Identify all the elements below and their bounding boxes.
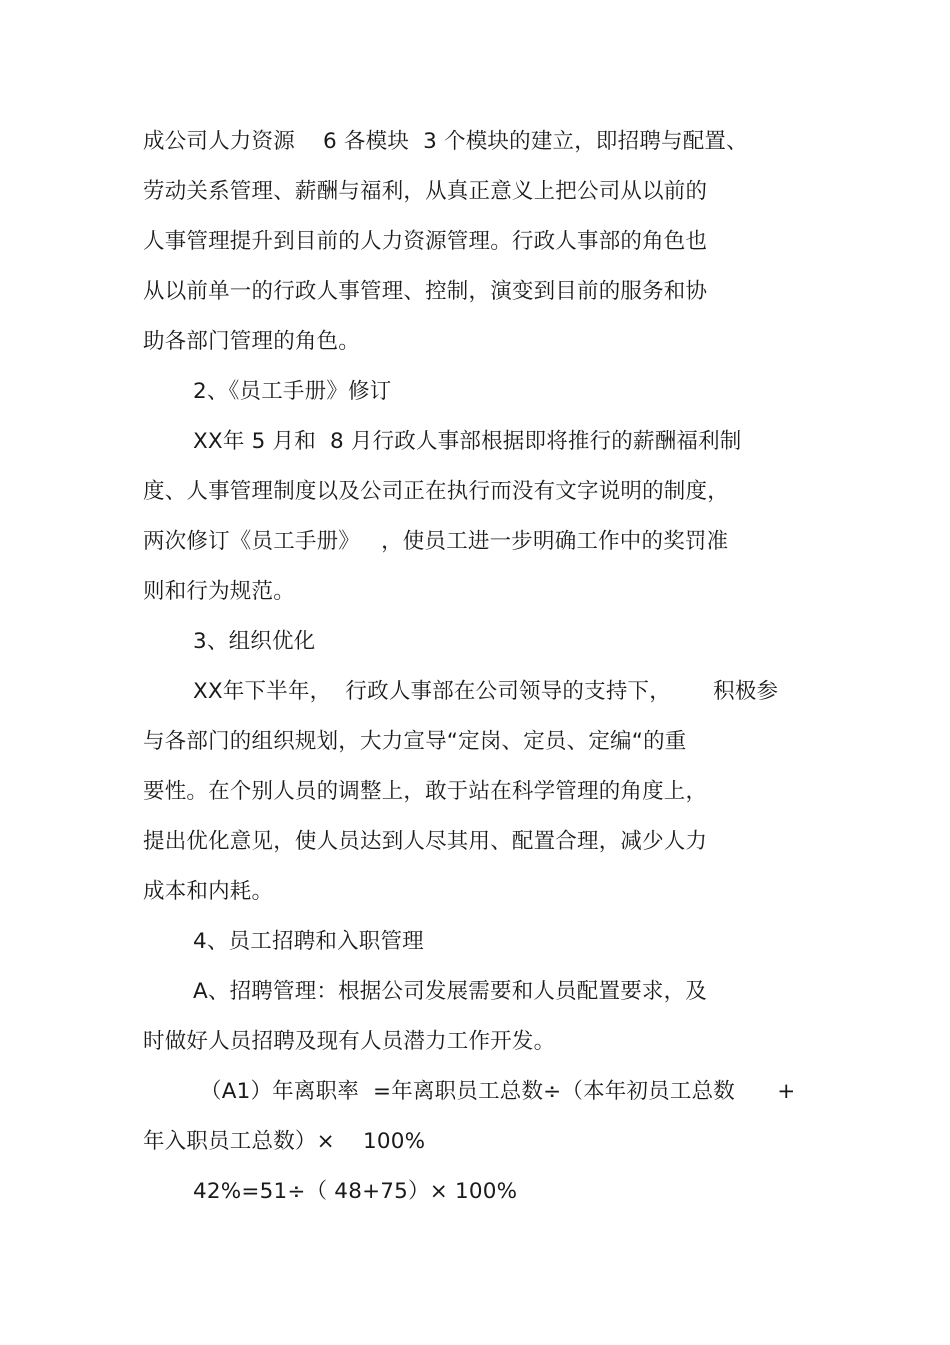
text-line: 两次修订《员工手册》 ，使员工进一步明确工作中的奖罚准: [143, 529, 729, 554]
formula-line: 42%=51÷（ 48+75）× 100%: [193, 1179, 518, 1204]
formula-line: 年入职员工总数）× 100%: [143, 1129, 426, 1154]
formula-line: （A1）年离职率 =年离职员工总数÷（本年初员工总数 +: [200, 1079, 796, 1104]
section-heading: 2、《员工手册》修订: [193, 379, 392, 404]
text-line: 要性。在个别人员的调整上，敢于站在科学管理的角度上，: [143, 779, 708, 804]
section-heading: 3、组织优化: [193, 629, 316, 654]
text-line: 则和行为规范。: [143, 579, 295, 604]
text-line: XX年 5 月和 8 月行政人事部根据即将推行的薪酬福利制: [193, 429, 742, 454]
text-line: 劳动关系管理、薪酬与福利，从真正意义上把公司从以前的: [143, 179, 708, 204]
text-line: A、招聘管理：根据公司发展需要和人员配置要求，及: [193, 979, 708, 1004]
text-line: XX年下半年， 行政人事部在公司领导的支持下， 积极参: [193, 679, 779, 704]
text-line: 提出优化意见，使人员达到人尽其用、配置合理，减少人力: [143, 829, 708, 854]
text-line: 度、人事管理制度以及公司正在执行而没有文字说明的制度，: [143, 479, 729, 504]
text-line: 成公司人力资源 6 各模块 3 个模块的建立，即招聘与配置、: [143, 129, 748, 154]
text-line: 从以前单一的行政人事管理、控制，演变到目前的服务和协: [143, 279, 708, 304]
text-line: 与各部门的组织规划，大力宣导“定岗、定员、定编“的重: [143, 729, 687, 754]
text-line: 成本和内耗。: [143, 879, 274, 904]
section-heading: 4、员工招聘和入职管理: [193, 929, 424, 954]
text-line: 时做好人员招聘及现有人员潜力工作开发。: [143, 1029, 556, 1054]
text-line: 助各部门管理的角色。: [143, 329, 361, 354]
text-line: 人事管理提升到目前的人力资源管理。行政人事部的角色也: [143, 229, 708, 254]
